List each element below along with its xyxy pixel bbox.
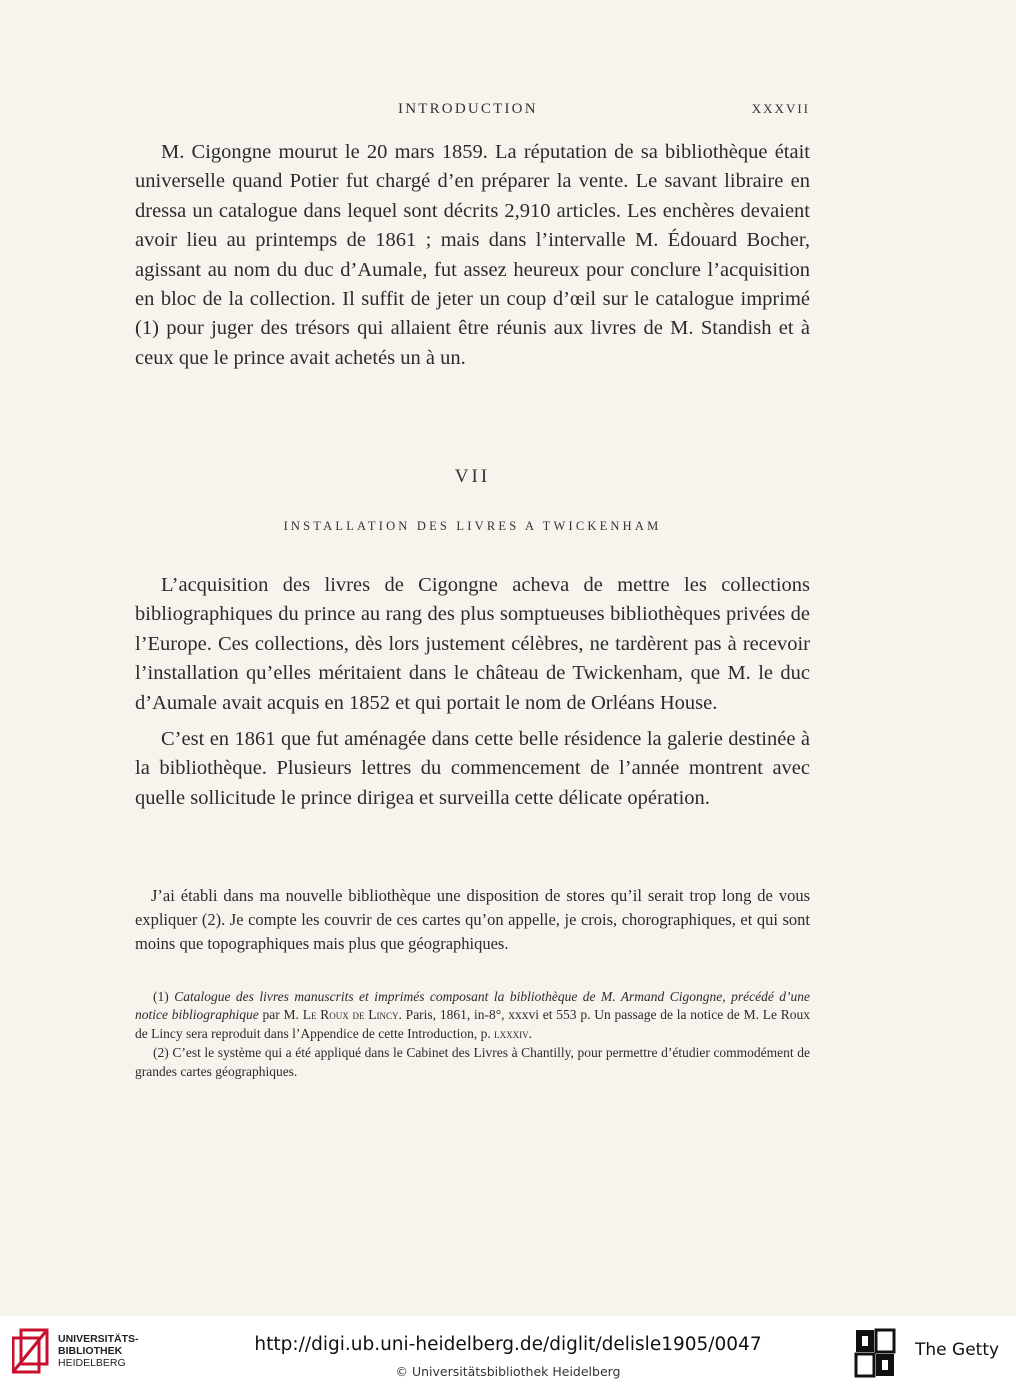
footnote-1-marker: (1)	[153, 989, 169, 1004]
paragraph-3: C’est en 1861 que fut aménagée dans cette belle résidence la galerie destinée à la bibliothèque. Plusieurs lettres du commencement de l’année montrent avec quelle sollicitude le prince dirigea et surveilla cette délicate opération.	[135, 728, 810, 809]
getty-logo-icon	[854, 1328, 898, 1380]
quote-text: J’ai établi dans ma nouvelle bibliothèque une disposition de stores qu’il serait trop long de vous expliquer (2). Je compte les couvrir de ces cartes qu’on appelle, je crois, chorographiques, et qui sont moins que topographiques mais plus que géographiques.	[135, 886, 810, 953]
footnote-2-text: C’est le système qui a été appliqué dans le Cabinet des Livres à Chantilly, pour permettre d’étudier commodément de grandes cartes géographiques.	[135, 1045, 811, 1079]
footnote-1-rest: . Paris, 1861, in-8°, xxxvi et 553 p. Un passage de la notice de M. Le Roux de Lincy sera reproduit dans l’Appendice de cette Introduction, p.	[135, 1007, 810, 1041]
library-name-line-2: BIBLIOTHEK	[58, 1345, 123, 1357]
letter-quote	[135, 884, 810, 956]
footnote-1-end: .	[528, 1025, 532, 1041]
copyright-notice: © Universitätsbibliothek Heidelberg	[395, 1364, 621, 1379]
footnote-1-by: par M.	[262, 1007, 299, 1023]
footnote-1-title: Catalogue des livres manuscrits et imprimés composant la bibliothèque de M. Armand Cigongne, précédé d’une notice bibliographique	[135, 989, 811, 1023]
section-title: INSTALLATION DES LIVRES A TWICKENHAM	[283, 519, 662, 533]
footnotes	[135, 988, 810, 1081]
library-name-line-3: HEIDELBERG	[58, 1357, 126, 1369]
getty-name: The Getty	[915, 1340, 1000, 1360]
footnote-1-ref: lxxxiv	[494, 1025, 529, 1041]
footnote-1-author: Le Roux de Lincy	[302, 1007, 399, 1023]
page-number: XXXVII	[751, 101, 810, 116]
viewer-footer	[0, 1316, 1016, 1391]
footnote-1	[135, 988, 810, 1043]
running-head-title: INTRODUCTION	[398, 101, 538, 117]
footnote-2-marker: (2)	[153, 1045, 169, 1061]
section-body	[135, 571, 810, 813]
section-number: VII	[454, 466, 491, 487]
running-head	[0, 101, 1016, 123]
paragraph-cigongne	[135, 138, 810, 373]
paragraph-1: M. Cigongne mourut le 20 mars 1859. La réputation de sa bibliothèque était universelle quand Potier fut chargé d’en préparer la vente. Le savant libraire en dressa un catalogue dans lequel sont décrits 2,910 articles. Les enchères devaient avoir lieu au printemps de 1861 ; mais dans l’intervalle M. Édouard Bocher, agissant au nom du duc d’Aumale, fut assez heureux pour conclure l’acquisition en bloc de la collection. Il suffit de jeter un coup d’œil sur le catalogue imprimé (1) pour juger des trésors qui allaient être réunis aux livres de M. Standish et à ceux que le prince avait achetés un à un.	[135, 141, 810, 369]
footnote-2	[135, 1044, 810, 1081]
paragraph-2: L’acquisition des livres de Cigongne acheva de mettre les collections bibliographiques du prince au rang des plus somptueuses bibliothèques privées de l’Europe. Ces collections, dès lors justement célèbres, ne tardèrent pas à recevoir l’installation qu’elles méritaient dans le château de Twickenham, que M. le duc d’Aumale avait acquis en 1852 et qui portait le nom de Orléans House.	[135, 574, 810, 714]
document-url[interactable]: http://digi.ub.uni-heidelberg.de/diglit/delisle1905/0047	[254, 1334, 762, 1355]
library-name-line-1: UNIVERSITÄTS-	[58, 1333, 139, 1345]
